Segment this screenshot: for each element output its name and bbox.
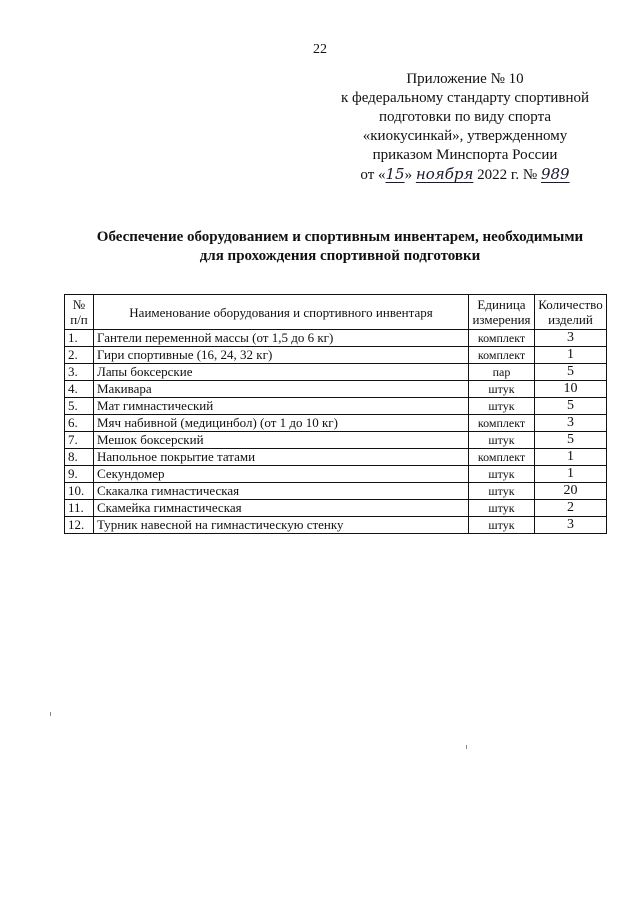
row-unit: штук	[469, 483, 535, 500]
row-unit: штук	[469, 466, 535, 483]
row-name: Мяч набивной (медицинбол) (от 1 до 10 кг)	[94, 415, 469, 432]
row-name: Напольное покрытие татами	[94, 449, 469, 466]
row-num: 8.	[65, 449, 94, 466]
row-num: 1.	[65, 330, 94, 347]
date-mid: »	[404, 167, 413, 183]
table-row	[65, 449, 607, 466]
row-unit: штук	[469, 517, 535, 534]
row-qty: 10	[535, 381, 607, 398]
header-name: Наименование оборудования и спортивного инвентаря	[94, 295, 469, 330]
table-row	[65, 347, 607, 364]
row-name: Гири спортивные (16, 24, 32 кг)	[94, 347, 469, 364]
table-row	[65, 415, 607, 432]
row-num: 2.	[65, 347, 94, 364]
table-row	[65, 517, 607, 534]
row-unit: штук	[469, 398, 535, 415]
header-num: № п/п	[65, 295, 94, 330]
scan-speck	[466, 745, 467, 749]
row-num: 7.	[65, 432, 94, 449]
row-qty: 3	[535, 330, 607, 347]
appendix-date-line	[300, 165, 630, 185]
row-num: 5.	[65, 398, 94, 415]
row-unit: комплект	[469, 415, 535, 432]
row-num: 10.	[65, 483, 94, 500]
row-num: 11.	[65, 500, 94, 517]
row-unit: штук	[469, 432, 535, 449]
row-qty: 5	[535, 364, 607, 381]
row-unit: штук	[469, 500, 535, 517]
date-year: 2022 г. №	[477, 167, 538, 183]
table-row	[65, 398, 607, 415]
row-qty: 2	[535, 500, 607, 517]
row-name: Скамейка гимнастическая	[94, 500, 469, 517]
row-name: Гантели переменной массы (от 1,5 до 6 кг)	[94, 330, 469, 347]
row-qty: 5	[535, 432, 607, 449]
table-row	[65, 483, 607, 500]
table-row	[65, 330, 607, 347]
header-qty: Количество изделий	[535, 295, 607, 330]
row-qty: 1	[535, 347, 607, 364]
row-name: Скакалка гимнастическая	[94, 483, 469, 500]
row-unit: комплект	[469, 449, 535, 466]
table-row	[65, 432, 607, 449]
row-num: 12.	[65, 517, 94, 534]
date-prefix: от «	[360, 167, 386, 183]
title-line-2: для прохождения спортивной подготовки	[199, 248, 481, 264]
row-qty: 1	[535, 449, 607, 466]
appendix-line-standard: к федеральному стандарту спортивной	[340, 90, 590, 106]
table-row	[65, 381, 607, 398]
row-num: 6.	[65, 415, 94, 432]
row-qty: 3	[535, 415, 607, 432]
date-day-handwritten: 15	[385, 165, 405, 183]
header-unit: Единица измерения	[469, 295, 535, 330]
row-unit: комплект	[469, 330, 535, 347]
appendix-header	[300, 70, 630, 185]
date-month-handwritten: ноября	[415, 165, 474, 183]
row-qty: 3	[535, 517, 607, 534]
page-number: 22	[313, 42, 327, 57]
row-name: Макивара	[94, 381, 469, 398]
table-header-row	[65, 295, 607, 330]
appendix-line-order: приказом Минспорта России	[372, 147, 558, 163]
order-number-handwritten: 989	[540, 165, 570, 183]
row-name: Мат гимнастический	[94, 398, 469, 415]
row-unit: комплект	[469, 347, 535, 364]
row-num: 3.	[65, 364, 94, 381]
equipment-table	[64, 294, 607, 534]
table-row	[65, 364, 607, 381]
row-num: 9.	[65, 466, 94, 483]
document-title	[60, 228, 620, 266]
row-name: Секундомер	[94, 466, 469, 483]
table-row	[65, 466, 607, 483]
row-num: 4.	[65, 381, 94, 398]
appendix-line-sport: подготовки по виду спорта	[379, 109, 551, 125]
row-qty: 5	[535, 398, 607, 415]
row-name: Турник навесной на гимнастическую стенку	[94, 517, 469, 534]
row-name: Лапы боксерские	[94, 364, 469, 381]
table-row	[65, 500, 607, 517]
row-qty: 20	[535, 483, 607, 500]
title-line-1: Обеспечение оборудованием и спортивным инвентарем, необходимыми	[96, 229, 584, 245]
appendix-title: Приложение № 10	[406, 71, 524, 87]
appendix-line-kind: «киокусинкай», утвержденному	[362, 128, 568, 144]
scan-speck	[50, 712, 51, 716]
row-unit: пар	[469, 364, 535, 381]
row-qty: 1	[535, 466, 607, 483]
row-name: Мешок боксерский	[94, 432, 469, 449]
row-unit: штук	[469, 381, 535, 398]
